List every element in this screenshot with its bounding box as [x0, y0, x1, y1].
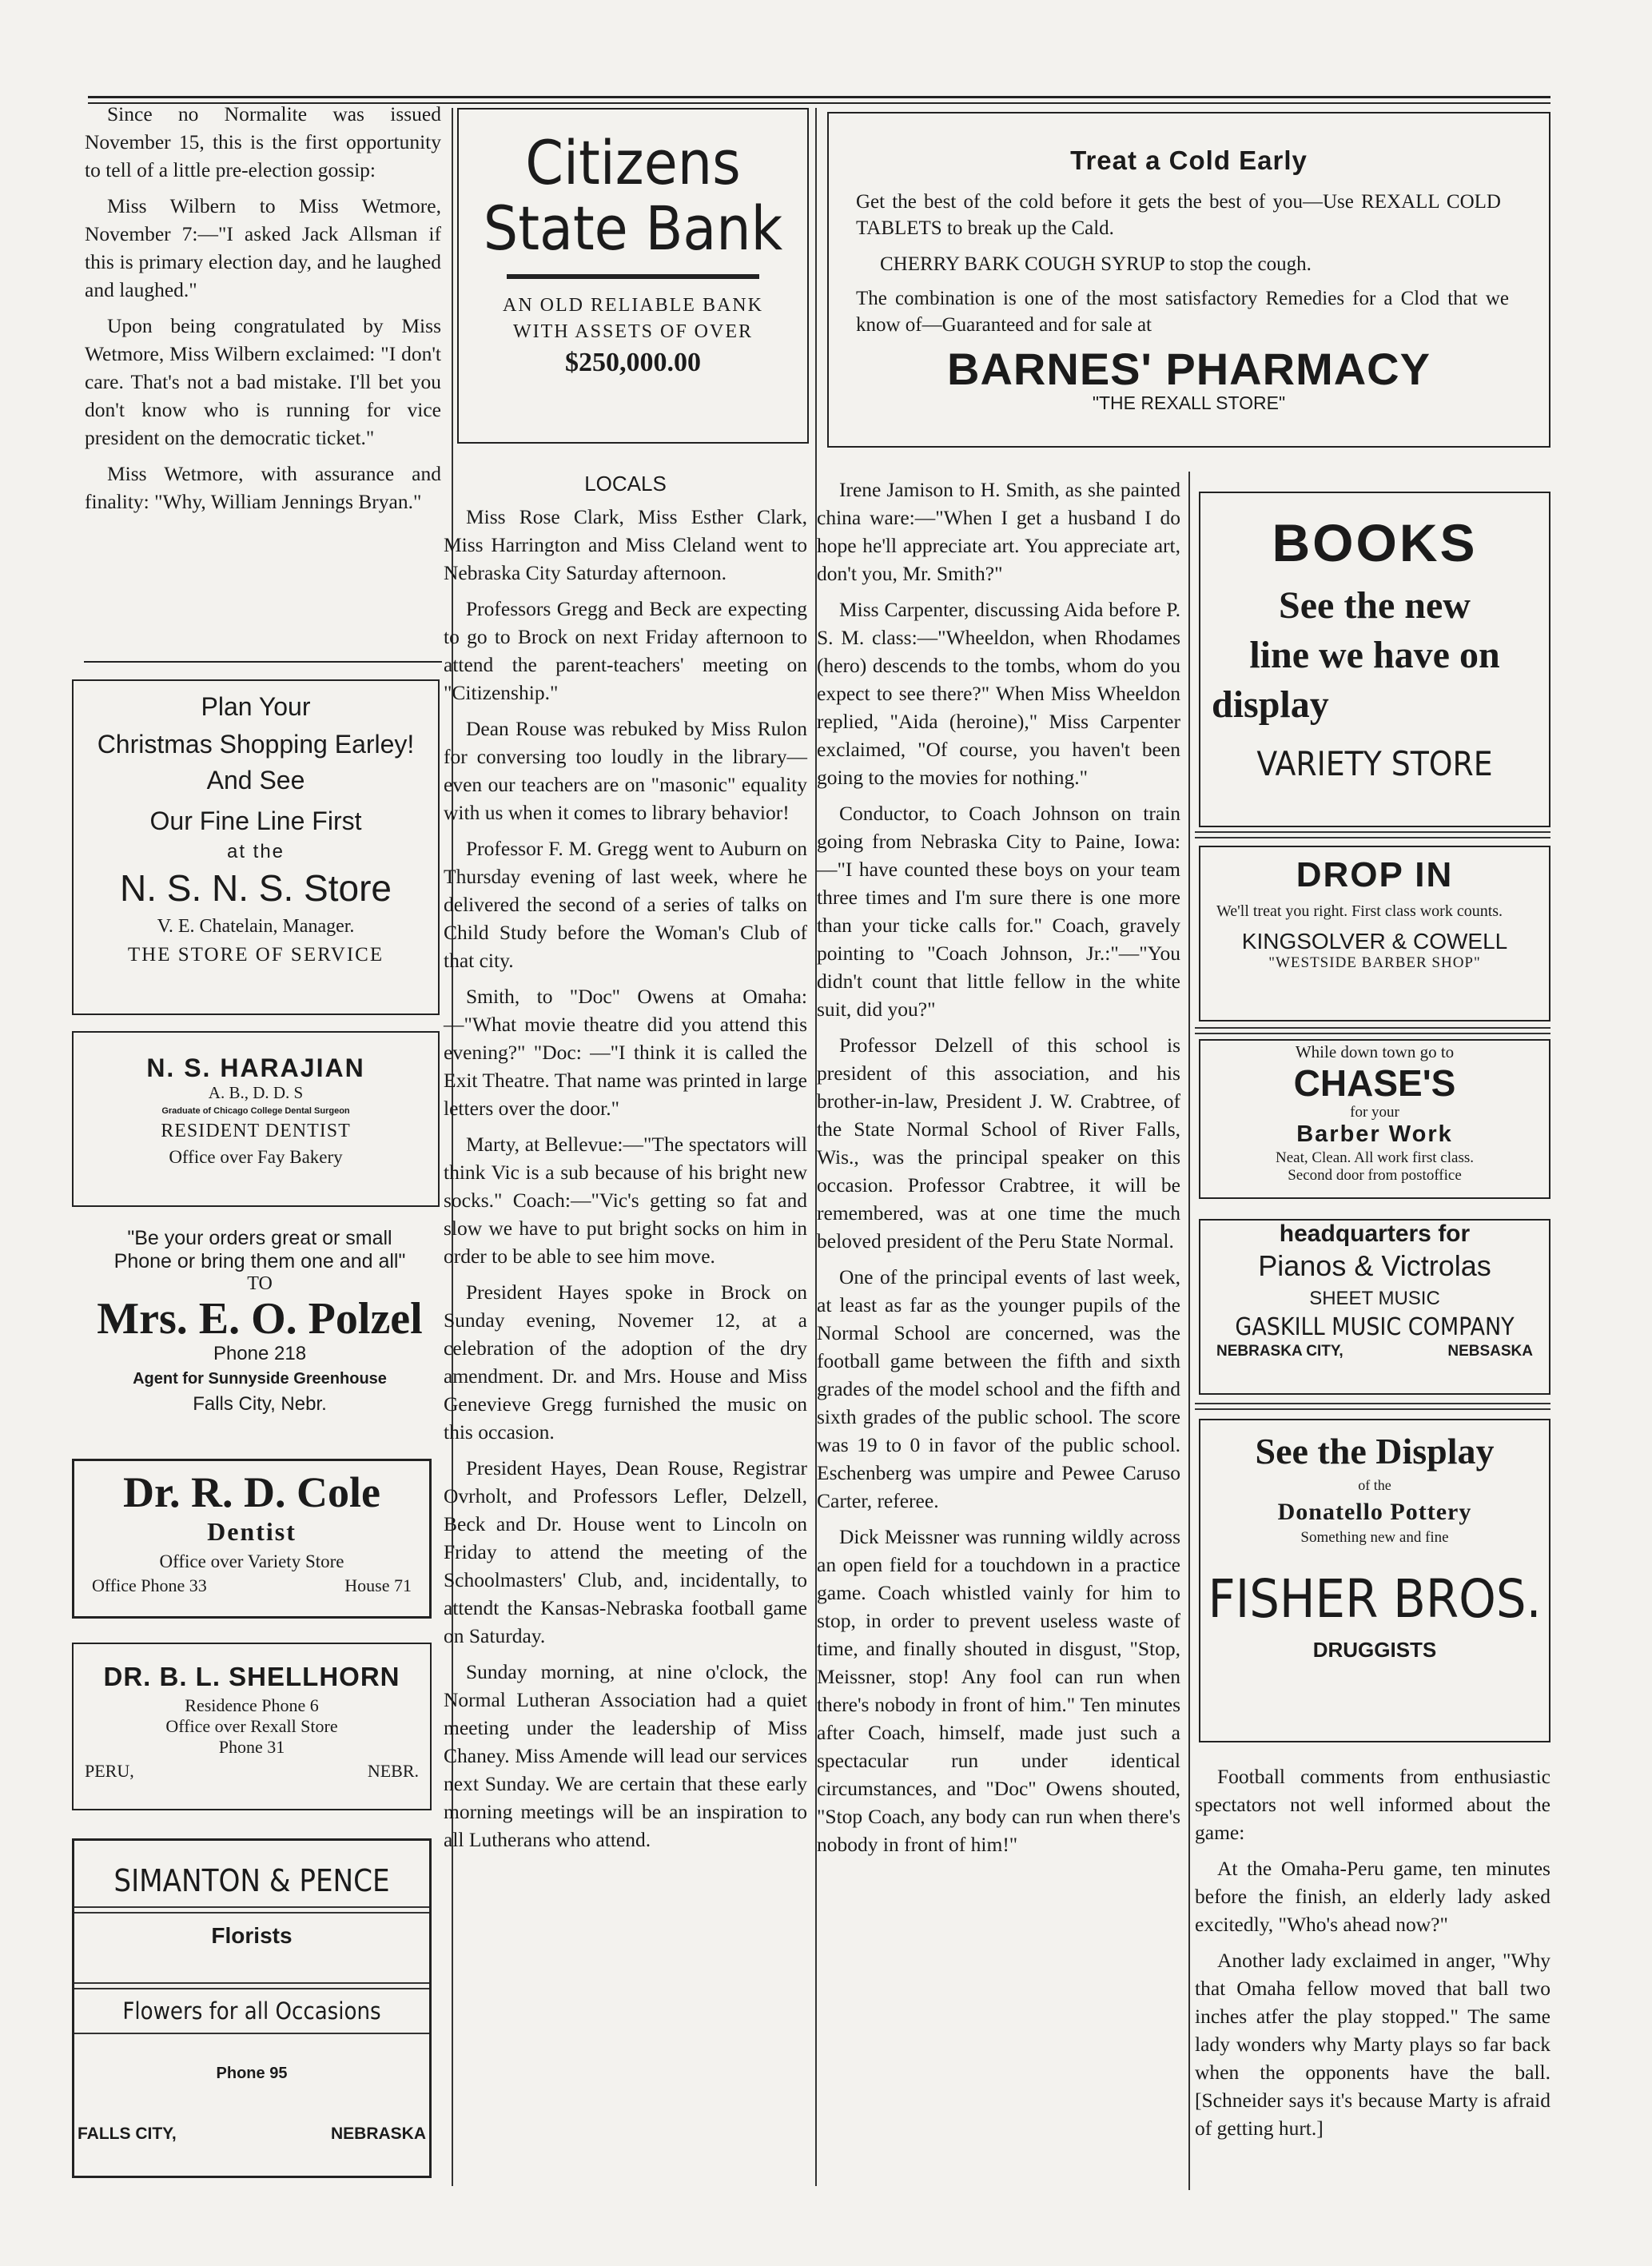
nsns-line: Christmas Shopping Earley! — [97, 730, 415, 759]
simanton-state: NEBRASKA — [330, 2125, 426, 2143]
football-para: At the Omaha-Peru game, ten minutes before the finish, an elderly lady asked excitedly, "Who's ahead now?" — [1195, 1857, 1550, 1936]
bank-amount: $250,000.00 — [565, 348, 701, 377]
variety-store-books-ad — [1199, 492, 1550, 827]
football-para: Football comments from enthusiastic spectators not well informed about the game: — [1195, 1765, 1550, 1844]
fisher-pottery: Donatello Pottery — [1277, 1499, 1472, 1525]
top-rule — [88, 96, 1550, 98]
locals-para: Dean Rouse was rebuked by Miss Rulon for conversing too loudly in the library—even our teachers are on "masonic" equality with us when it comes to library behavior! — [444, 717, 807, 824]
gaskill-state: NEBSASKA — [1447, 1343, 1533, 1360]
nsns-slogan: THE STORE OF SERVICE — [127, 944, 384, 966]
drop-in-ad — [1199, 846, 1550, 1021]
simanton-tag: Flowers for all Occasions — [122, 1997, 381, 2025]
bank-rule — [507, 274, 759, 279]
dropin-names: KINGSOLVER & COWELL — [1241, 929, 1508, 954]
gaskill-music-ad — [1199, 1219, 1550, 1395]
citizens-bank-ad — [457, 108, 809, 444]
gaskill-name: GASKILL MUSIC COMPANY — [1235, 1313, 1515, 1341]
article-para: Professor Delzell of this school is president of this association, and his brother-in-law, President J. W. Crabtree, of the State Normal School of River Falls, Wis., was the principal speaker on this occasion. Professor Crabtree, it will be remembered, was at one time the much beloved president of the Peru State Normal. — [817, 1033, 1180, 1252]
chase-name: CHASE'S — [1293, 1062, 1456, 1104]
barnes-pharmacy-ad — [827, 112, 1550, 448]
article-para: Dick Meissner was running wildly across an open field for a touchdown in a practice game. Coach whistled vainly for him to stop, in order to prevent useless waste of time, and finally shouted in disgust, "Stop, Meissner, stop! Any fool can run when there's nobody in front of him." Ten minutes after Coach, himself, made just such a spectacular run under identical circumstances, and "Doc" Owens shouted, "Stop Coach, any body can run when there's nobody in front of him!" — [817, 1525, 1180, 1856]
gossip-para: Miss Wilbern to Miss Wetmore, November 7:—"I asked Jack Allsman if this is primary election day, and he laughed and laughed." — [85, 194, 441, 301]
books-line: See the new — [1279, 584, 1471, 627]
polzel-phone: Phone 218 — [213, 1343, 307, 1364]
shellhorn-name: DR. B. L. SHELLHORN — [103, 1662, 400, 1691]
gaskill-line: headquarters for — [1279, 1221, 1471, 1247]
article-para: One of the principal events of last week, at least as far as the younger pupils of the Normal School are concerned, was the football game between the fifth and sixth grades of the model school and the fifth and sixth grades of the public school. The score was 19 to 0 in favor of the public school. Eschenberg was umpire and Pewee Caruso Carter, referee. — [817, 1265, 1180, 1512]
fisher-type: DRUGGISTS — [1312, 1638, 1437, 1662]
chase-for: for your — [1350, 1104, 1399, 1121]
fisher-of: of the — [1358, 1477, 1391, 1493]
locals-para: Professors Gregg and Beck are expecting to go to Brock on next Friday afternoon to attend the parent-teachers' meeting on "Citizenship." — [444, 597, 807, 704]
polzel-city: Falls City, Nebr. — [193, 1393, 327, 1415]
chase-barber-ad — [1199, 1039, 1550, 1199]
divider — [84, 661, 442, 663]
harajian-title: RESIDENT DENTIST — [161, 1121, 351, 1141]
locals-para: President Hayes spoke in Brock on Sunday evening, Novemer 12, at a celebration of the adoption of the dry amendment. Dr. and Mrs. House and Miss Genevieve Gregg furnished the music on this occasion. — [444, 1280, 807, 1444]
divider — [1195, 1027, 1550, 1034]
simanton-name: SIMANTON & PENCE — [113, 1863, 390, 1898]
bank-sub1: AN OLD RELIABLE BANK — [503, 295, 763, 316]
harajian-school: Graduate of Chicago College Dental Surgeon — [161, 1106, 350, 1116]
article-para: Irene Jamison to H. Smith, as she painted china ware:—"When I get a husband I do hope he'll appreciate art. You appreciate art, don't you, Mr. Smith?" — [817, 478, 1180, 585]
pharmacy-name: BARNES' PHARMACY — [947, 344, 1431, 394]
cole-office-phone: Office Phone 33 — [92, 1575, 207, 1595]
chase-top: While down town go to — [1295, 1042, 1455, 1061]
gossip-para: Miss Wetmore, with assurance and finality: "Why, William Jennings Bryan." — [85, 462, 441, 513]
polzel-name: Mrs. E. O. Polzel — [97, 1294, 423, 1344]
pharmacy-para: CHERRY BARK COUGH SYRUP to stop the cough. — [880, 253, 1312, 275]
cole-office: Office over Variety Store — [159, 1551, 344, 1571]
shellhorn-phone: Phone 31 — [218, 1737, 285, 1757]
locals-para: Miss Rose Clark, Miss Esther Clark, Miss Harrington and Miss Cleland went to Nebraska City Saturday afternoon. — [444, 505, 807, 584]
bank-name-line2: State Bank — [483, 193, 783, 264]
simanton-city: FALLS CITY, — [78, 2125, 177, 2143]
locals-para: Professor F. M. Gregg went to Auburn on Thursday evening of last week, where he delivered the second of a series of talks on Child Study before the Woman's Club of that city. — [444, 837, 807, 972]
simanton-divider — [74, 1906, 429, 1914]
simanton-phone: Phone 95 — [216, 2065, 288, 2082]
harajian-name: N. S. HARAJIAN — [146, 1053, 365, 1082]
books-title: BOOKS — [1272, 513, 1478, 572]
cole-name: Dr. R. D. Cole — [123, 1468, 380, 1516]
books-store: VARIETY STORE — [1256, 744, 1493, 783]
locals-heading: LOCALS — [584, 472, 667, 496]
chase-line: Neat, Clean. All work first class. — [1275, 1149, 1474, 1166]
nsns-line: Our Fine Line First — [149, 806, 362, 835]
shellhorn-state: NEBR. — [367, 1761, 419, 1781]
simanton-divider — [74, 1982, 429, 1989]
polzel-ad — [76, 1227, 444, 1416]
chase-line: Second door from postoffice — [1288, 1167, 1462, 1184]
shellhorn-city: PERU, — [85, 1761, 134, 1781]
divider — [1195, 1403, 1550, 1410]
dropin-shop: "WESTSIDE BARBER SHOP" — [1268, 954, 1481, 971]
nsns-line: at the — [226, 841, 285, 862]
fisher-line: See the Display — [1255, 1431, 1495, 1472]
gossip-para: Since no Normalite was issued November 15, this is the first opportunity to tell of a little pre-election gossip: — [85, 102, 441, 181]
dropin-line: We'll treat you right. First class work counts. — [1216, 902, 1503, 920]
nsns-line: And See — [206, 766, 305, 794]
simanton-ad — [72, 1838, 432, 2178]
gossip-article — [85, 100, 441, 524]
gaskill-line: Pianos & Victrolas — [1258, 1249, 1491, 1282]
harajian-ad — [72, 1031, 440, 1207]
polzel-to: TO — [247, 1273, 273, 1294]
col-divider-3 — [1188, 472, 1190, 2190]
locals-para: Marty, at Bellevue:—"The spectators will think Vic is a sub because of his bright new socks." Coach:—"Vic's getting so fat and slow we have to put bright socks on him in order to be able to see him move. — [444, 1133, 807, 1268]
nsns-manager: V. E. Chatelain, Manager. — [157, 916, 355, 937]
bank-name-line1: Citizens — [525, 127, 741, 198]
cole-title: Dentist — [207, 1517, 297, 1546]
bank-sub2: WITH ASSETS OF OVER — [512, 321, 754, 342]
nsns-store-ad — [72, 679, 440, 1015]
shellhorn-res: Residence Phone 6 — [185, 1695, 319, 1715]
column-3-articles — [817, 476, 1180, 1866]
nsns-line: Plan Your — [201, 692, 311, 721]
simanton-divider — [74, 2033, 429, 2034]
polzel-line: "Be your orders great or small — [127, 1227, 392, 1249]
pharmacy-para: Get the best of the cold before it gets the best of you—Use REXALL COLD TABLETS to break up the Cald. — [856, 191, 1501, 239]
locals-para: President Hayes, Dean Rouse, Registrar Ovrholt, and Professors Lefler, Delzell, Beck and Dr. House went to Lincoln on Friday to attend the meeting of the Schoolmasters' Club, and, incidentally, to attendt the Kansas-Nebraska football game on Saturday. — [444, 1456, 807, 1647]
gaskill-city: NEBRASKA CITY, — [1216, 1343, 1343, 1360]
polzel-line: Phone or bring them one and all" — [113, 1250, 406, 1272]
simanton-type: Florists — [211, 1923, 293, 1948]
cole-ad — [72, 1459, 432, 1619]
pharmacy-tag: "THE REXALL STORE" — [1092, 392, 1286, 413]
dropin-title: DROP IN — [1296, 855, 1454, 894]
locals-para: Smith, to "Doc" Owens at Omaha:—"What movie theatre did you attend this evening?" "Doc: —"I think it is called the Exit Theatre. That name was printed in large letters over the door." — [444, 985, 807, 1120]
shellhorn-office: Office over Rexall Store — [165, 1716, 338, 1736]
divider — [1195, 831, 1550, 838]
cole-house-phone: House 71 — [344, 1575, 412, 1595]
nsns-store-name: N. S. N. S. Store — [120, 867, 392, 909]
harajian-degree: A. B., D. D. S — [208, 1083, 304, 1102]
polzel-agent: Agent for Sunnyside Greenhouse — [133, 1370, 387, 1388]
fisher-tag: Something new and fine — [1300, 1529, 1449, 1546]
shellhorn-ad — [72, 1643, 432, 1810]
locals-para: Sunday morning, at nine o'clock, the Normal Lutheran Association had a quiet meeting under the leadership of Miss Chaney. Miss Amende will lead our services next Sunday. We are certain that these early morning meetings will be an inspiration to all Lutherans who attend. — [444, 1660, 807, 1851]
football-para: Another lady exclaimed in anger, "Why that Omaha fellow moved that ball two inches atfer the play stopped." The same lady wonders why Marty plays so far back when the opponents have the ball. [Schneider says it's because Marty is afraid of getting hurt.] — [1195, 1949, 1550, 2140]
gaskill-line: SHEET MUSIC — [1309, 1288, 1440, 1309]
books-line: line we have on — [1249, 634, 1500, 676]
fisher-name: FISHER BROS. — [1208, 1568, 1542, 1630]
fisher-bros-ad — [1199, 1419, 1550, 1742]
locals-column — [444, 472, 807, 1862]
gossip-para: Upon being congratulated by Miss Wetmore, Miss Wilbern exclaimed: "I don't care. That's not a bad mistake. I'll bet you don't know who is running for vice president on the democratic ticket." — [85, 314, 441, 449]
books-line: display — [1212, 683, 1329, 726]
harajian-office: Office over Fay Bakery — [169, 1147, 343, 1167]
pharmacy-para: The combination is one of the most satisfactory Remedies for a Clod that we know of—Guaranteed and for sale at — [856, 288, 1509, 336]
article-para: Miss Carpenter, discussing Aida before P. S. M. class:—"Wheeldon, when Rhodames (hero) descends to the tombs, whom do you expect to see there?" When Miss Wheeldon replied, "Aida (heroine)," Miss Carpenter exclaimed, "Of course, you haven't been going to the movies for nothing." — [817, 598, 1180, 789]
pharmacy-title: Treat a Cold Early — [1070, 145, 1308, 175]
chase-work: Barber Work — [1296, 1121, 1453, 1147]
article-para: Conductor, to Coach Johnson on train going from Nebraska City to Paine, Iowa:—"I have counted these boys on your team three times and I'm sure there is one more than your ticke calls for." Coach, gravely pointing to "Coach Johnson, Jr.:"—"You didn't count that little fellow in the white suit, did you?" — [817, 802, 1180, 1021]
football-comments — [1195, 1762, 1550, 2150]
